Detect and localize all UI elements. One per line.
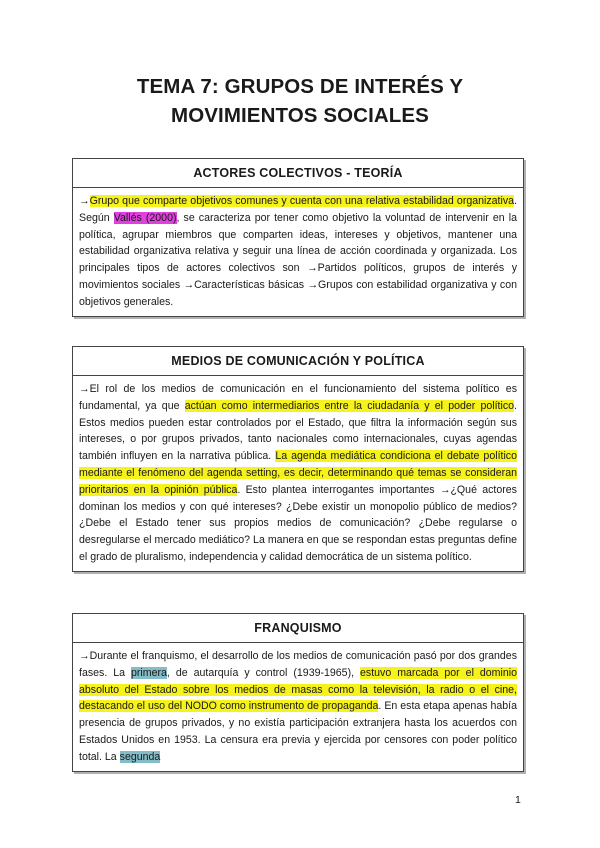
highlight-yellow: La agenda mediática condiciona el debate político mediante el fenómeno del agenda setting, es decir, determinando qué temas se consideran prioritarios en la opinión pública [79, 450, 517, 496]
document-title [0, 72, 600, 130]
text-segment: . Según [79, 195, 517, 224]
highlight-teal: primera [131, 666, 167, 679]
section-franquismo [72, 613, 524, 772]
section-body [73, 376, 523, 571]
highlight-magenta: Vallés (2000) [113, 211, 177, 224]
page-number: 1 [515, 794, 521, 806]
text-segment: →El rol de los medios de comunicación en el funcionamiento del sistema político es fundamental, ya que [79, 383, 517, 412]
section-actores-colectivos [72, 158, 524, 317]
text-segment: . Esto plantea interrogantes importantes →¿Qué actores dominan los medios y con qué intereses? ¿Debe existir un monopolio público de medios? ¿Debe el Estado tener sus propios medios de comunicación? ¿Debe regularse o desregularse el mercado mediático? La manera en que se respondan estas preguntas define el grado de pluralismo, independencia y calidad democrática de un sistema político. [79, 483, 517, 563]
text-segment: →Durante el franquismo, el desarrollo de los medios de comunicación pasó por dos grandes fases. La [79, 650, 517, 679]
section-heading: ACTORES COLECTIVOS - TEORÍA [73, 159, 523, 188]
text-segment: . Estos medios pueden estar controlados por el Estado, que filtra la información según sus intereses, o por grupos privados, tanto nacionales como internacionales, cuyas agendas también influyen en la narrativa pública. [79, 399, 517, 463]
highlight-yellow: Grupo que comparte objetivos comunes y cuenta con una relativa estabilidad organizativa [89, 195, 515, 207]
section-medios-comunicacion [72, 346, 524, 572]
text-segment: , se caracteriza por tener como objetivo la voluntad de intervenir en la política, agrupar miembros que comparten ideas, intereses y objetivos, mantener una estabilidad organizativa relativa y seguir una línea de acción coordinada y organizada. Los principales tipos de actores colectivos son →Partidos políticos, grupos de interés y movimientos sociales →Características básicas →Grupos con estabilidad organizativa y con objetivos generales. [79, 211, 517, 308]
title-line-1: TEMA 7: GRUPOS DE INTERÉS Y [136, 75, 464, 98]
highlight-yellow: estuvo marcada por el dominio absoluto del Estado sobre los medios de masas como la televisión, la radio o el cine, destacando el uso del NODO como instrumento de propaganda [79, 666, 517, 713]
text-segment: . En esta etapa apenas había presencia de grupos privados, y no existía participación extranjera hasta los acuerdos con Estados Unidos en 1953. La censura era previa y ejercida por censores con poder político total. La [79, 700, 517, 763]
highlight-teal: segunda [119, 750, 161, 763]
section-heading: FRANQUISMO [73, 614, 523, 643]
section-heading: MEDIOS DE COMUNICACIÓN Y POLÍTICA [73, 347, 523, 376]
section-body [73, 188, 523, 316]
text-segment: , de autarquía y control (1939-1965), [166, 666, 361, 679]
text-segment: → [79, 195, 90, 207]
highlight-yellow: actúan como intermediarios entre la ciudadanía y el poder político [184, 399, 515, 412]
title-line-2: MOVIMIENTOS SOCIALES [171, 104, 429, 127]
section-body [73, 643, 523, 771]
